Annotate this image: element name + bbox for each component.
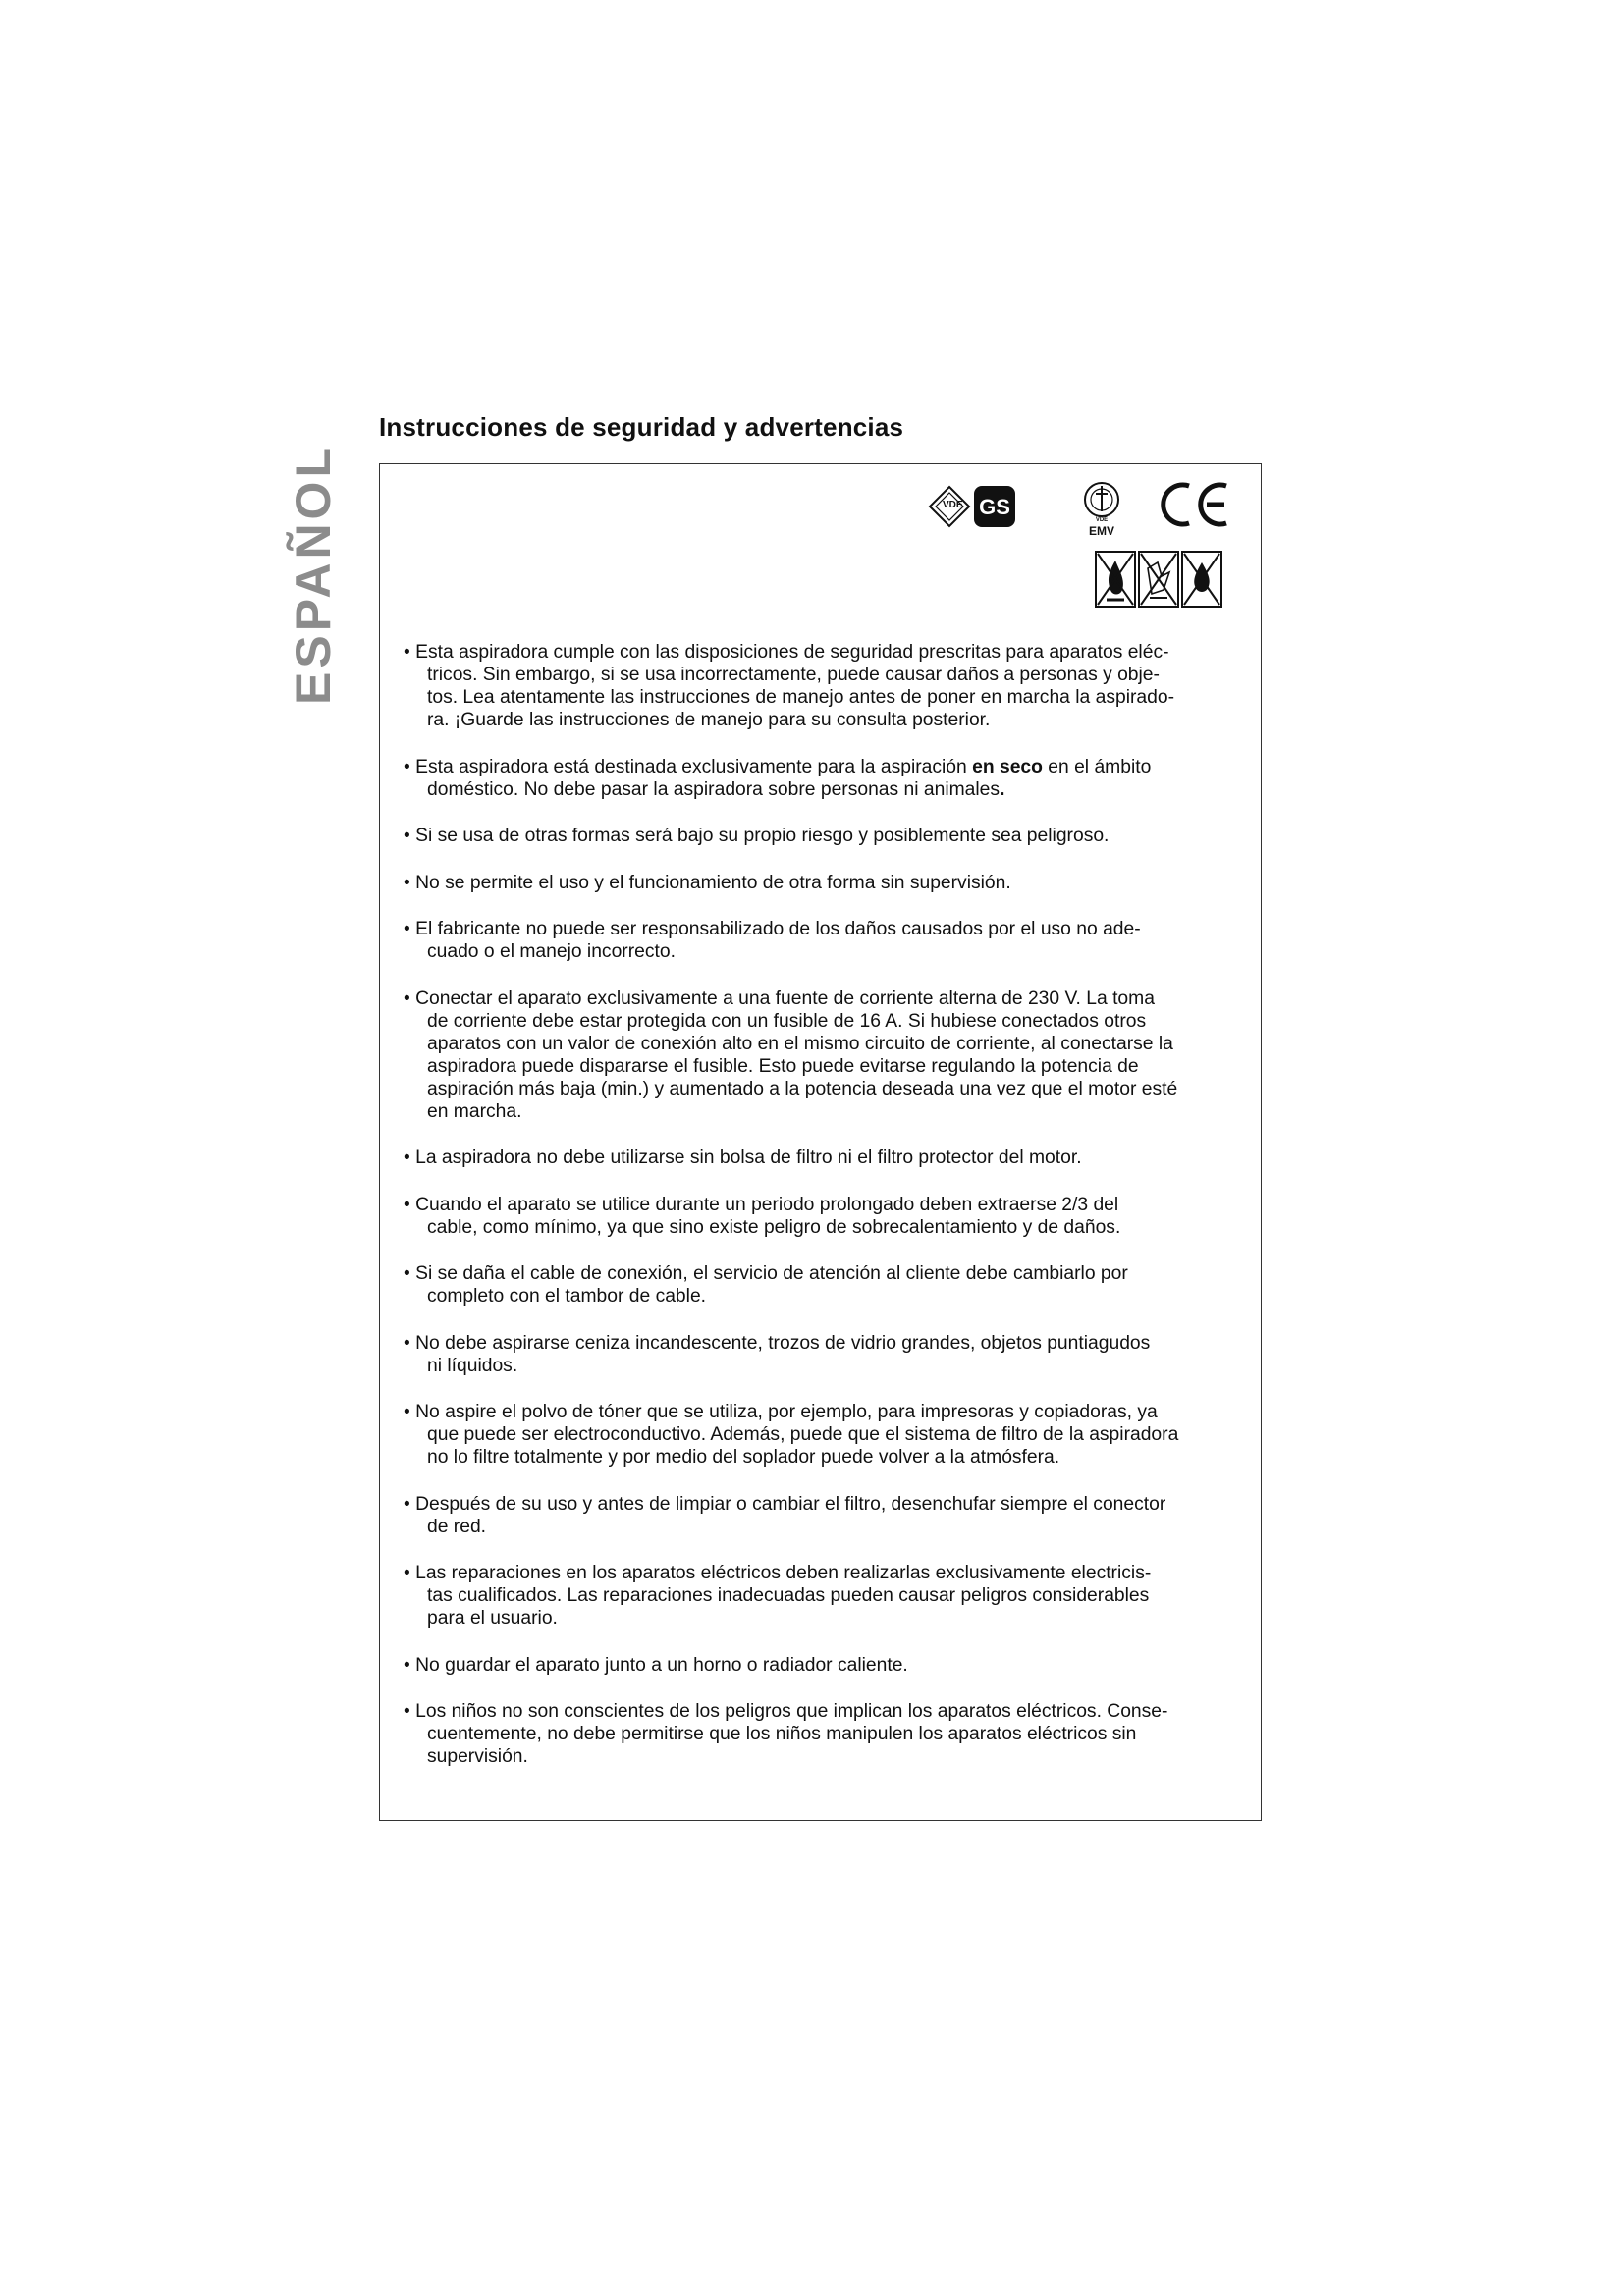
item-5-line-1: El fabricante no puede ser responsabilizado de los daños causados por el uso no ade- (415, 919, 1141, 939)
item-6-line-2: de corriente debe estar protegida con un fusible de 16 A. Si hubiese conectados otros (427, 1010, 1147, 1032)
item-8-line-1: Cuando el aparato se utilice durante un periodo prolongado deben extraerse 2/3 del (415, 1194, 1119, 1215)
item-12-line-1: Después de su uso y antes de limpiar o cambiar el filtro, desenchufar siempre el conector (415, 1493, 1166, 1515)
item-6-line-6: en marcha. (427, 1100, 522, 1122)
item-15-line-3: supervisión. (427, 1746, 528, 1767)
gs-mark-text: GS (979, 495, 1010, 519)
emv-mark-text: EMV (1088, 524, 1115, 538)
vde-emv-small-text: VDE (1095, 517, 1109, 523)
list-item (390, 918, 1253, 963)
item-7-line-1: La aspiradora no debe utilizarse sin bolsa de filtro ni el filtro protector del motor. (415, 1148, 1082, 1168)
item-4-line-1: No se permite el uso y el funcionamiento de otra forma sin supervisión. (415, 872, 1011, 893)
list-item (390, 1493, 1253, 1538)
safety-instructions-box (379, 463, 1262, 1821)
list-item (390, 641, 1253, 731)
item-13-line-2: tas cualificados. Las reparaciones inadecuadas pueden causar peligros considerables (427, 1585, 1150, 1606)
list-item (390, 1401, 1253, 1468)
item-6-line-3: aparatos con un valor de conexión alto en el mismo circuito de corriente, al conectarse la (427, 1033, 1173, 1054)
no-hot-ash-pictogram-icon (1095, 551, 1136, 608)
bullet: • (404, 919, 410, 939)
item-10-line-1: No debe aspirarse ceniza incandescente, trozos de vidrio grandes, objetos puntiagudos (415, 1332, 1151, 1354)
item-14-line-1: No guardar el aparato junto a un horno o radiador caliente. (415, 1654, 908, 1676)
item-1-line-2: tricos. Sin embargo, si se usa incorrectamente, puede causar daños a personas y obje- (427, 665, 1160, 685)
item-6-line-1: Conectar el aparato exclusivamente a una fuente de corriente alterna de 230 V. La toma (415, 988, 1155, 1009)
list-item (390, 1194, 1253, 1239)
item-8-line-2: cable, como mínimo, ya que sino existe peligro de sobrecalentamiento y de daños. (427, 1216, 1121, 1238)
list-item (390, 1562, 1253, 1629)
item-11-line-2: que puede ser electroconductivo. Además, puede que el sistema de filtro de la aspiradora (427, 1424, 1179, 1445)
item-3-line-1: Si se usa de otras formas será bajo su propio riesgo y posiblemente sea peligroso. (415, 826, 1110, 846)
list-item (390, 1332, 1253, 1377)
list-item (390, 1262, 1253, 1308)
certification-marks (380, 464, 1261, 621)
item-5-line-2: cuado o el manejo incorrecto. (427, 941, 676, 962)
bullet: • (404, 988, 410, 1009)
list-item (390, 1700, 1253, 1768)
bullet: • (404, 1332, 410, 1354)
list-item (390, 872, 1253, 894)
item-15-line-2: cuentemente, no debe permitirse que los niños manipulen los aparatos eléctricos sin (427, 1724, 1137, 1744)
vde-emv-mark-icon (1079, 476, 1124, 545)
list-item (390, 756, 1253, 801)
item-10-line-2: ni líquidos. (427, 1355, 518, 1376)
item-9-line-1: Si se daña el cable de conexión, el servicio de atención al cliente debe cambiarlo por (415, 1263, 1128, 1284)
list-item (390, 825, 1253, 847)
list-item (390, 988, 1253, 1123)
item-2-bold-text: en seco (972, 756, 1043, 777)
item-11-line-1: No aspire el polvo de tóner que se utiliza, por ejemplo, para impresoras y copiadoras, ya (415, 1402, 1158, 1422)
vde-mark-text: VDE (943, 500, 963, 510)
list-item (390, 1654, 1253, 1677)
bullet: • (404, 872, 410, 893)
bullet: • (404, 1148, 410, 1168)
vde-mark-icon (927, 484, 972, 529)
item-1-line-3: tos. Lea atentamente las instrucciones de manejo antes de poner en marcha la aspirado- (427, 687, 1174, 708)
item-13-line-3: para el usuario. (427, 1608, 558, 1629)
language-side-label (286, 444, 341, 705)
item-1-line-1: Esta aspiradora cumple con las disposiciones de seguridad prescritas para aparatos eléc- (415, 642, 1169, 663)
bullet: • (404, 1493, 410, 1515)
item-13-line-1: Las reparaciones en los aparatos eléctricos deben realizarlas exclusivamente electricis- (415, 1563, 1152, 1583)
bullet: • (404, 1402, 410, 1422)
bullet: • (404, 1701, 410, 1722)
bullet: • (404, 1263, 410, 1284)
bullet: • (404, 1654, 410, 1676)
bullet: • (404, 756, 410, 777)
ce-mark-icon (1158, 478, 1236, 531)
no-sharp-objects-pictogram-icon (1138, 551, 1179, 608)
bullet: • (404, 1194, 410, 1215)
item-2-line-1-pre: Esta aspiradora está destinada exclusivamente para la aspiración (415, 756, 973, 777)
page-title: Instrucciones de seguridad y advertencias (379, 412, 904, 442)
item-9-line-2: completo con el tambor de cable. (427, 1286, 707, 1307)
item-12-line-2: de red. (427, 1516, 487, 1537)
gs-mark-icon (972, 484, 1017, 529)
bullet: • (404, 1563, 410, 1583)
item-6-line-5: aspiración más baja (min.) y aumentado a la potencia deseada una vez que el motor esté (427, 1078, 1178, 1099)
instructions-list (390, 641, 1253, 1792)
item-2-line-1-post: en el ámbito (1042, 756, 1152, 777)
item-11-line-3: no lo filtre totalmente y por medio del soplador puede volver a la atmósfera. (427, 1447, 1060, 1468)
item-1-line-4: ra. ¡Guarde las instrucciones de manejo para su consulta posterior. (427, 710, 991, 730)
item-15-line-1: Los niños no son conscientes de los peligros que implican los aparatos eléctricos. Conse- (415, 1701, 1168, 1722)
bullet: • (404, 826, 410, 846)
item-2-line-2-bold: . (1000, 778, 1005, 800)
language-label-text: ESPAÑOL (286, 444, 341, 705)
item-2-line-2: doméstico. No debe pasar la aspiradora sobre personas ni animales (427, 778, 1001, 800)
list-item (390, 1147, 1253, 1169)
no-liquids-pictogram-icon (1181, 551, 1222, 608)
item-6-line-4: aspiradora puede dispararse el fusible. Esto puede evitarse regulando la potencia de (427, 1055, 1139, 1077)
bullet: • (404, 642, 410, 663)
